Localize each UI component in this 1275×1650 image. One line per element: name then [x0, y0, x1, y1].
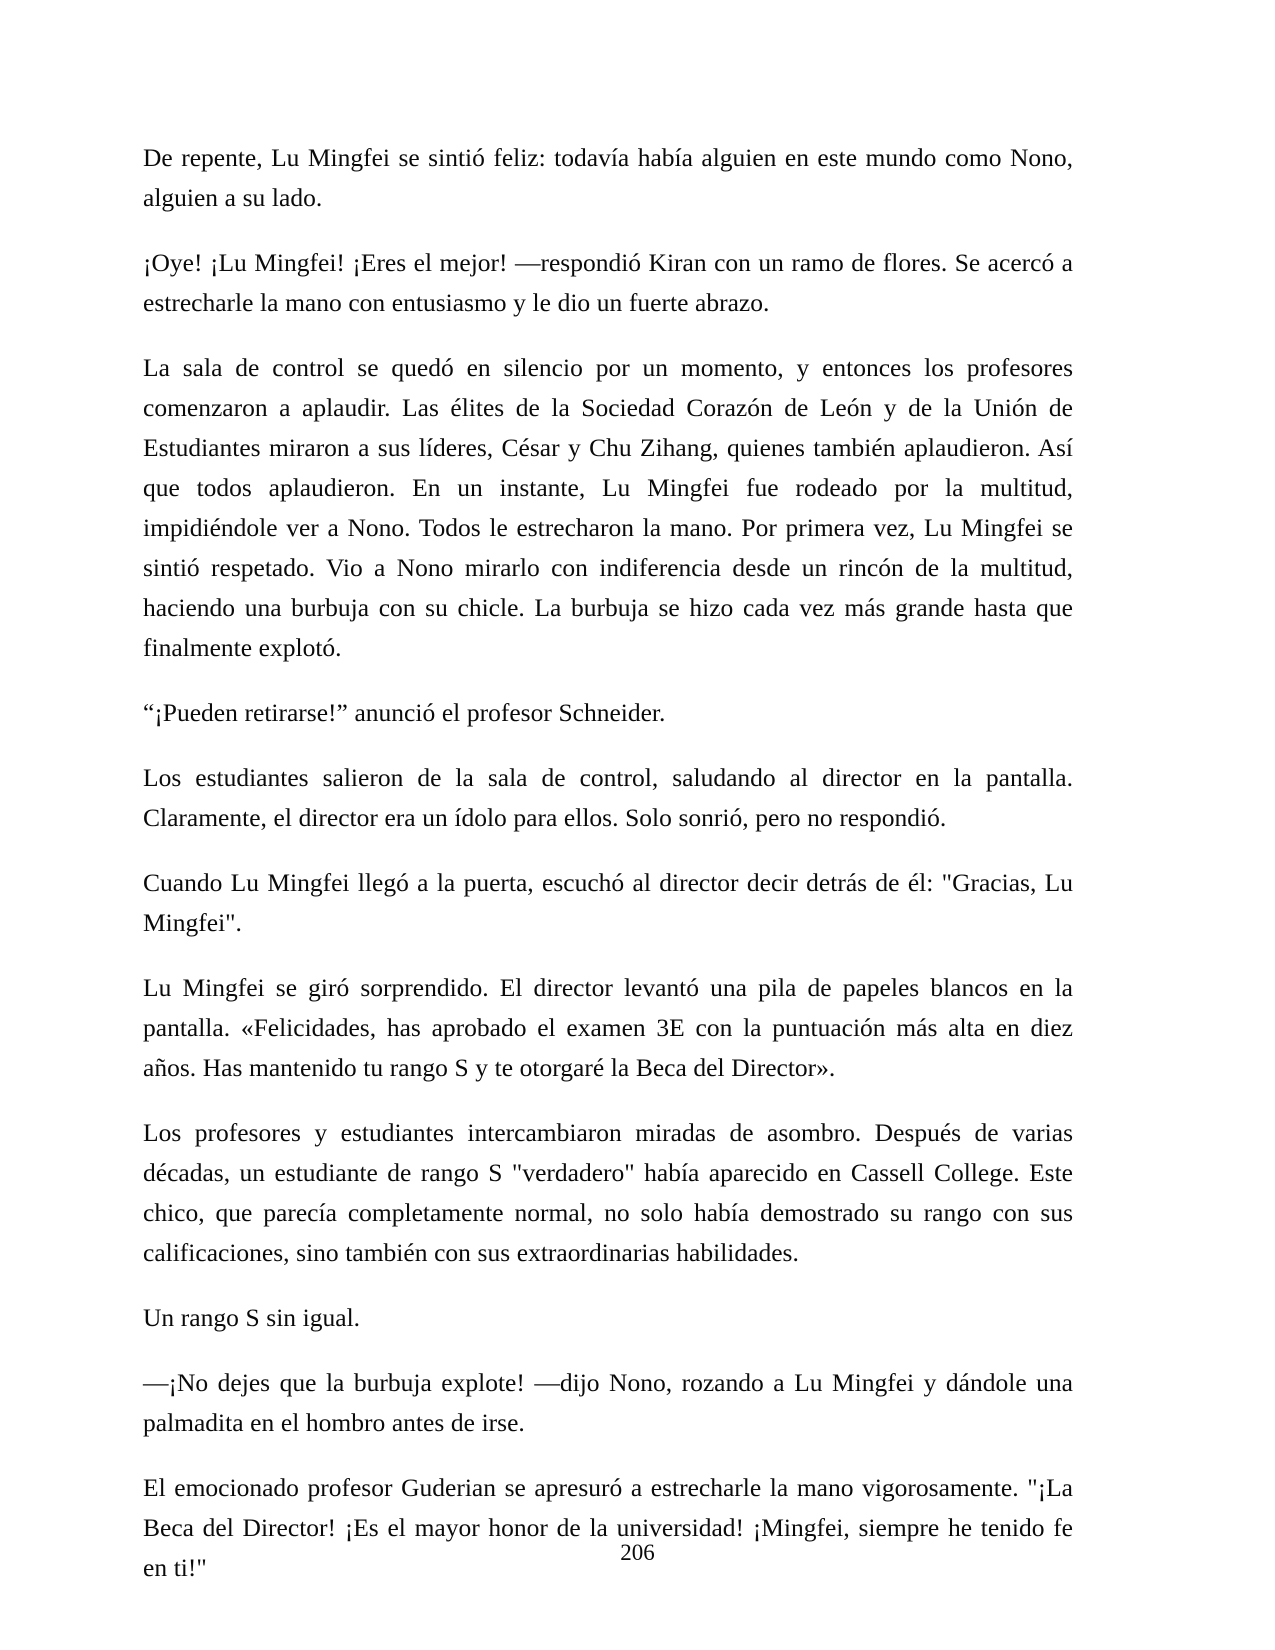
paragraph: Los profesores y estudiantes intercambiaron miradas de asombro. Después de varias décadas, un estudiante de rango S "verdadero" había aparecido en Cassell College. Este chico, que parecía completamente normal, no solo había demostrado su rango con sus calificaciones, sino también con sus extraordinarias habilidades. — [143, 1118, 1073, 1267]
paragraph: Cuando Lu Mingfei llegó a la puerta, escuchó al director decir detrás de él: "Gracias, Lu Mingfei". — [143, 868, 1073, 937]
paragraph: El emocionado profesor Guderian se apresuró a estrecharle la mano vigorosamente. "¡La Beca del Director! ¡Es el mayor honor de la universidad! ¡Mingfei, siempre he tenido fe en ti!" — [143, 1473, 1073, 1582]
paragraph: ¡Oye! ¡Lu Mingfei! ¡Eres el mejor! —respondió Kiran con un ramo de flores. Se acercó a estrecharle la mano con entusiasmo y le dio un fuerte abrazo. — [143, 248, 1073, 317]
paragraph: La sala de control se quedó en silencio por un momento, y entonces los profesores comenzaron a aplaudir. Las élites de la Sociedad Corazón de León y de la Unión de Estudiantes miraron a sus líderes, César y Chu Zihang, quienes también aplaudieron. Así que todos aplaudieron. En un instante, Lu Mingfei fue rodeado por la multitud, impidiéndole ver a Nono. Todos le estrecharon la mano. Por primera vez, Lu Mingfei se sintió respetado. Vio a Nono mirarlo con indiferencia desde un rincón de la multitud, haciendo una burbuja con su chicle. La burbuja se hizo cada vez más grande hasta que finalmente explotó. — [143, 353, 1073, 662]
paragraph: Los estudiantes salieron de la sala de control, saludando al director en la pantalla. Claramente, el director era un ídolo para ellos. Solo sonrió, pero no respondió. — [143, 763, 1073, 832]
paragraph: “¡Pueden retirarse!” anunció el profesor Schneider. — [143, 698, 666, 727]
paragraph: Un rango S sin igual. — [143, 1303, 361, 1332]
page-body-text — [143, 138, 1073, 1588]
page-number: 206 — [620, 1540, 655, 1565]
paragraph: Lu Mingfei se giró sorprendido. El director levantó una pila de papeles blancos en la pantalla. «Felicidades, has aprobado el examen 3E con la puntuación más alta en diez años. Has mantenido tu rango S y te otorgaré la Beca del Director». — [143, 973, 1073, 1082]
paragraph: —¡No dejes que la burbuja explote! —dijo Nono, rozando a Lu Mingfei y dándole una palmadita en el hombro antes de irse. — [143, 1368, 1073, 1437]
paragraph: De repente, Lu Mingfei se sintió feliz: todavía había alguien en este mundo como Nono, alguien a su lado. — [143, 143, 1073, 212]
